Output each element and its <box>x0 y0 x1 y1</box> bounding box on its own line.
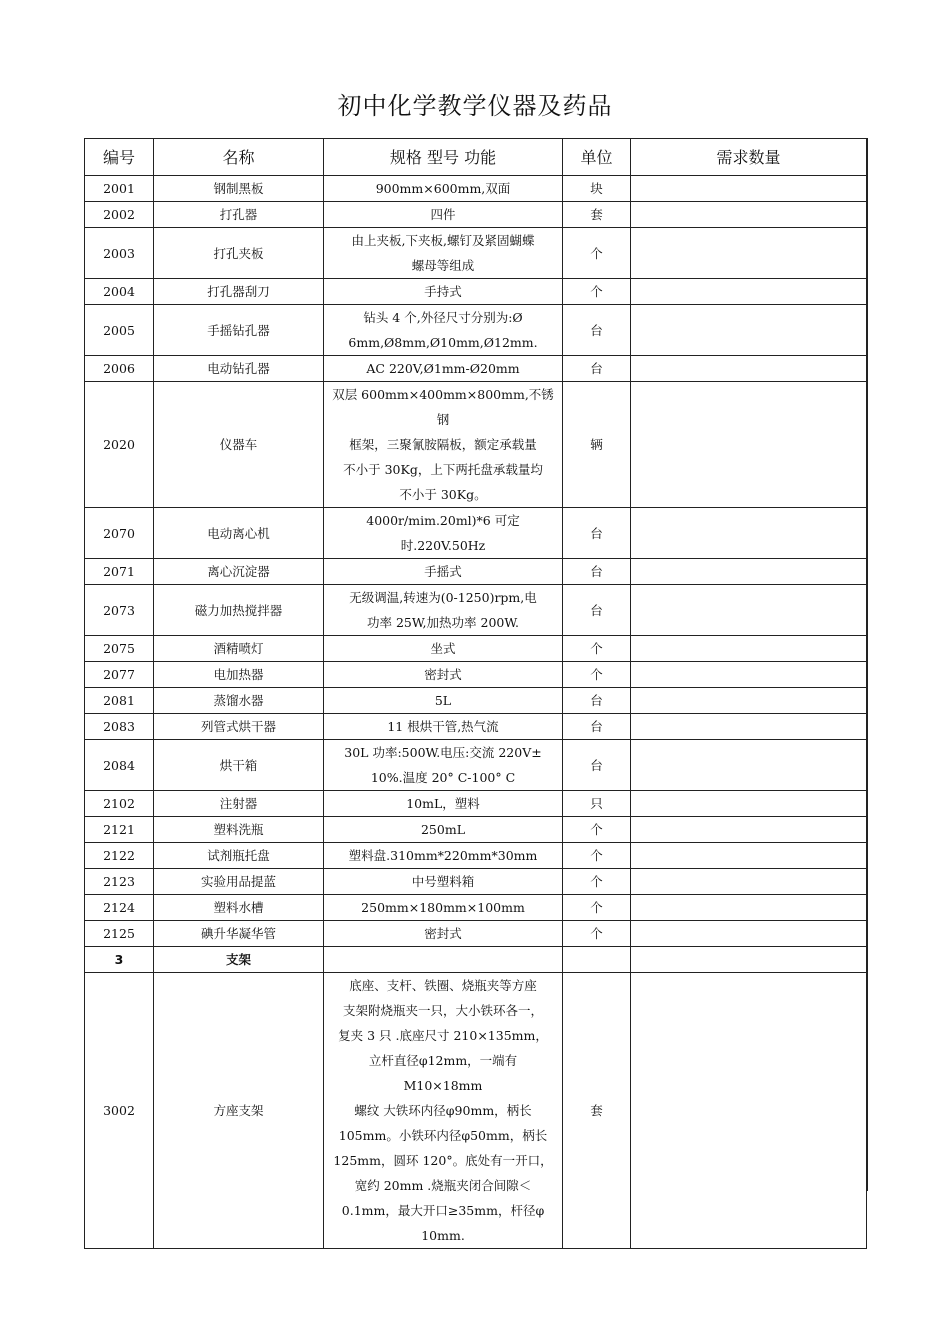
spec-line: 立杆直径φ12mm，一端有 M10×18mm <box>368 1053 518 1093</box>
cell-id: 2125 <box>85 921 154 947</box>
page-title: 初中化学教学仪器及药品 <box>337 92 613 120</box>
cell-name: 塑料水槽 <box>154 895 324 921</box>
cell-spec <box>324 636 563 662</box>
cell-spec <box>324 202 563 228</box>
spec-line: 10%.温度 20° C-100° C <box>370 770 516 785</box>
cell-quantity <box>631 228 867 279</box>
cell-quantity <box>631 921 867 947</box>
spec-line: 10mL，塑料 <box>406 796 480 811</box>
cell-unit: 个 <box>563 921 631 947</box>
cell-spec <box>324 740 563 791</box>
cell-spec <box>324 947 563 973</box>
cell-id: 2006 <box>85 356 154 382</box>
cell-unit: 只 <box>563 791 631 817</box>
cell-unit: 台 <box>563 305 631 356</box>
cell-spec <box>324 356 563 382</box>
spec-line: 250mm×180mm×100mm <box>361 900 525 915</box>
table-row <box>85 585 867 636</box>
cell-unit: 辆 <box>563 382 631 508</box>
table-row <box>85 202 867 228</box>
cell-spec <box>324 585 563 636</box>
spec-line: 钻头 4 个,外径尺寸分别为:Ø <box>363 310 523 325</box>
cell-quantity <box>631 688 867 714</box>
cell-unit: 个 <box>563 869 631 895</box>
spec-line: 螺纹 大铁环内径φ90mm，柄长 <box>354 1103 532 1118</box>
table-row <box>85 176 867 202</box>
cell-id: 2084 <box>85 740 154 791</box>
cell-quantity <box>631 843 867 869</box>
cell-id: 2124 <box>85 895 154 921</box>
table-row <box>85 559 867 585</box>
cell-spec <box>324 921 563 947</box>
spec-line: 不小于 30Kg。 <box>399 487 487 502</box>
cell-quantity <box>631 662 867 688</box>
cell-unit: 台 <box>563 508 631 559</box>
spec-line: 10mm. <box>421 1228 465 1243</box>
spec-line: 螺母等组成 <box>411 258 475 273</box>
cell-id: 2081 <box>85 688 154 714</box>
cell-unit: 台 <box>563 688 631 714</box>
table-row <box>85 305 867 356</box>
header-spec: 规格 型号 功能 <box>324 139 563 176</box>
cell-quantity <box>631 869 867 895</box>
cell-name: 酒精喷灯 <box>154 636 324 662</box>
cell-spec <box>324 714 563 740</box>
cell-id: 3 <box>85 947 154 973</box>
cell-quantity <box>631 508 867 559</box>
header-quantity: 需求数量 <box>631 139 867 176</box>
cell-unit: 个 <box>563 895 631 921</box>
cell-quantity <box>631 382 867 508</box>
table-row <box>85 662 867 688</box>
cell-unit: 套 <box>563 202 631 228</box>
cell-unit: 台 <box>563 585 631 636</box>
cell-name: 钢制黑板 <box>154 176 324 202</box>
cell-id: 2102 <box>85 791 154 817</box>
cell-unit: 个 <box>563 228 631 279</box>
spec-line: 塑料盘.310mm*220mm*30mm <box>348 848 538 863</box>
cell-name: 实验用品提蓝 <box>154 869 324 895</box>
cell-spec <box>324 382 563 508</box>
cell-quantity <box>631 202 867 228</box>
table-row <box>85 279 867 305</box>
cell-quantity <box>631 895 867 921</box>
cell-name: 电动钻孔器 <box>154 356 324 382</box>
table-row <box>85 740 867 791</box>
table-row <box>85 508 867 559</box>
spec-line: 6mm,Ø8mm,Ø10mm,Ø12mm. <box>348 335 538 350</box>
cell-id: 2073 <box>85 585 154 636</box>
cell-spec <box>324 688 563 714</box>
instrument-table <box>84 138 867 1249</box>
spec-line: 无级调温,转速为(0-1250)rpm,电 <box>349 590 537 605</box>
cell-name: 离心沉淀器 <box>154 559 324 585</box>
cell-id: 2123 <box>85 869 154 895</box>
spec-line: 11 根烘干管,热气流 <box>387 719 499 734</box>
cell-id: 2020 <box>85 382 154 508</box>
cell-quantity <box>631 559 867 585</box>
cell-spec <box>324 973 563 1249</box>
cell-name: 塑料洗瓶 <box>154 817 324 843</box>
cell-quantity <box>631 817 867 843</box>
cell-spec <box>324 843 563 869</box>
cell-name: 手摇钻孔器 <box>154 305 324 356</box>
cell-id: 2001 <box>85 176 154 202</box>
table-row <box>85 921 867 947</box>
cell-unit: 个 <box>563 843 631 869</box>
table-row <box>85 973 867 1249</box>
spec-line: 4000r/mim.20ml)*6 可定 <box>366 513 520 528</box>
cell-name: 烘干箱 <box>154 740 324 791</box>
cell-spec <box>324 791 563 817</box>
cell-quantity <box>631 740 867 791</box>
spec-line: 支架附烧瓶夹一只，大小铁环各一， <box>342 1003 543 1018</box>
cell-unit: 个 <box>563 636 631 662</box>
spec-line: 时.220V.50Hz <box>400 538 486 553</box>
cell-id: 2121 <box>85 817 154 843</box>
cell-name: 打孔器 <box>154 202 324 228</box>
spec-line: 复夹 3 只 .底座尺寸 210×135mm， <box>338 1028 548 1043</box>
table-row <box>85 382 867 508</box>
cell-quantity <box>631 585 867 636</box>
table-row <box>85 356 867 382</box>
table-row <box>85 817 867 843</box>
header-id: 编号 <box>85 139 154 176</box>
cell-unit: 个 <box>563 817 631 843</box>
spec-line: 坐式 <box>430 641 456 656</box>
header-unit: 单位 <box>563 139 631 176</box>
cell-spec <box>324 228 563 279</box>
table-row <box>85 869 867 895</box>
cell-spec <box>324 508 563 559</box>
cell-quantity <box>631 973 867 1249</box>
cell-name: 碘升华凝华管 <box>154 921 324 947</box>
cell-id: 2004 <box>85 279 154 305</box>
cell-name: 电动离心机 <box>154 508 324 559</box>
cell-name: 打孔器刮刀 <box>154 279 324 305</box>
cell-id: 2003 <box>85 228 154 279</box>
cell-id: 2002 <box>85 202 154 228</box>
spec-line: 中号塑料箱 <box>411 874 475 889</box>
spec-line: 105mm。小铁环内径φ50mm，柄长 <box>338 1128 548 1143</box>
table-row <box>85 688 867 714</box>
cell-id: 2122 <box>85 843 154 869</box>
cell-name: 仪器车 <box>154 382 324 508</box>
spec-line: 密封式 <box>424 667 462 682</box>
table-row <box>85 791 867 817</box>
cell-quantity <box>631 947 867 973</box>
cell-name: 方座支架 <box>154 973 324 1249</box>
cell-unit: 套 <box>563 973 631 1249</box>
cell-spec <box>324 662 563 688</box>
cell-unit: 个 <box>563 279 631 305</box>
cell-id: 2075 <box>85 636 154 662</box>
cell-id: 2005 <box>85 305 154 356</box>
cell-name: 支架 <box>154 947 324 973</box>
cell-spec <box>324 559 563 585</box>
spec-line: 0.1mm，最大开口≥35mm，杆径φ <box>341 1203 545 1218</box>
cell-quantity <box>631 636 867 662</box>
cell-unit: 台 <box>563 714 631 740</box>
cell-spec <box>324 176 563 202</box>
cell-unit: 个 <box>563 662 631 688</box>
cell-quantity <box>631 714 867 740</box>
cell-name: 试剂瓶托盘 <box>154 843 324 869</box>
cell-unit: 台 <box>563 356 631 382</box>
spec-line: 宽约 20mm .烧瓶夹闭合间隙＜ <box>354 1178 532 1193</box>
spec-line: 四件 <box>430 207 456 222</box>
spec-line: 由上夹板,下夹板,螺钉及紧固蝴蝶 <box>351 233 535 248</box>
table-row <box>85 843 867 869</box>
spec-line: 900mm×600mm,双面 <box>375 181 511 196</box>
spec-line: 手持式 <box>424 284 462 299</box>
spec-line: 双层 600mm×400mm×800mm,不锈钢 <box>332 387 554 427</box>
cell-spec <box>324 305 563 356</box>
spec-line: 底座、支杆、铁圈、烧瓶夹等方座 <box>349 978 537 993</box>
section-row <box>85 947 867 973</box>
cell-id: 2077 <box>85 662 154 688</box>
cell-id: 2071 <box>85 559 154 585</box>
cell-name: 磁力加热搅拌器 <box>154 585 324 636</box>
cell-name: 打孔夹板 <box>154 228 324 279</box>
table-row <box>85 636 867 662</box>
cell-id: 2083 <box>85 714 154 740</box>
table-row <box>85 228 867 279</box>
spec-line: 30L 功率:500W.电压:交流 220V± <box>344 745 542 760</box>
spec-line: 功率 25W,加热功率 200W. <box>367 615 519 630</box>
cell-name: 注射器 <box>154 791 324 817</box>
cell-name: 电加热器 <box>154 662 324 688</box>
spec-line: 5L <box>434 693 452 708</box>
cell-name: 列管式烘干器 <box>154 714 324 740</box>
cell-quantity <box>631 356 867 382</box>
spec-line: AC 220V,Ø1mm-Ø20mm <box>366 361 520 376</box>
cell-quantity <box>631 279 867 305</box>
table-row <box>85 714 867 740</box>
cell-spec <box>324 869 563 895</box>
cell-spec <box>324 895 563 921</box>
table-right-edge <box>866 138 868 1191</box>
cell-id: 2070 <box>85 508 154 559</box>
cell-spec <box>324 817 563 843</box>
spec-line: 不小于 30Kg，上下两托盘承载量均 <box>343 462 543 477</box>
cell-name: 蒸馏水器 <box>154 688 324 714</box>
cell-unit: 台 <box>563 740 631 791</box>
spec-line: 密封式 <box>424 926 462 941</box>
cell-unit: 块 <box>563 176 631 202</box>
cell-quantity <box>631 176 867 202</box>
spec-line: 250mL <box>420 822 465 837</box>
cell-id: 3002 <box>85 973 154 1249</box>
header-name: 名称 <box>154 139 324 176</box>
cell-unit <box>563 947 631 973</box>
cell-quantity <box>631 791 867 817</box>
table-body <box>85 176 867 1249</box>
spec-line: 125mm，圆环 120°。底处有一开口， <box>333 1153 553 1168</box>
cell-spec <box>324 279 563 305</box>
header-row <box>85 139 867 176</box>
spec-line: 手摇式 <box>424 564 462 579</box>
table-row <box>85 895 867 921</box>
spec-line: 框架，三聚氰胺隔板，额定承载量 <box>349 437 537 452</box>
cell-quantity <box>631 305 867 356</box>
cell-unit: 台 <box>563 559 631 585</box>
